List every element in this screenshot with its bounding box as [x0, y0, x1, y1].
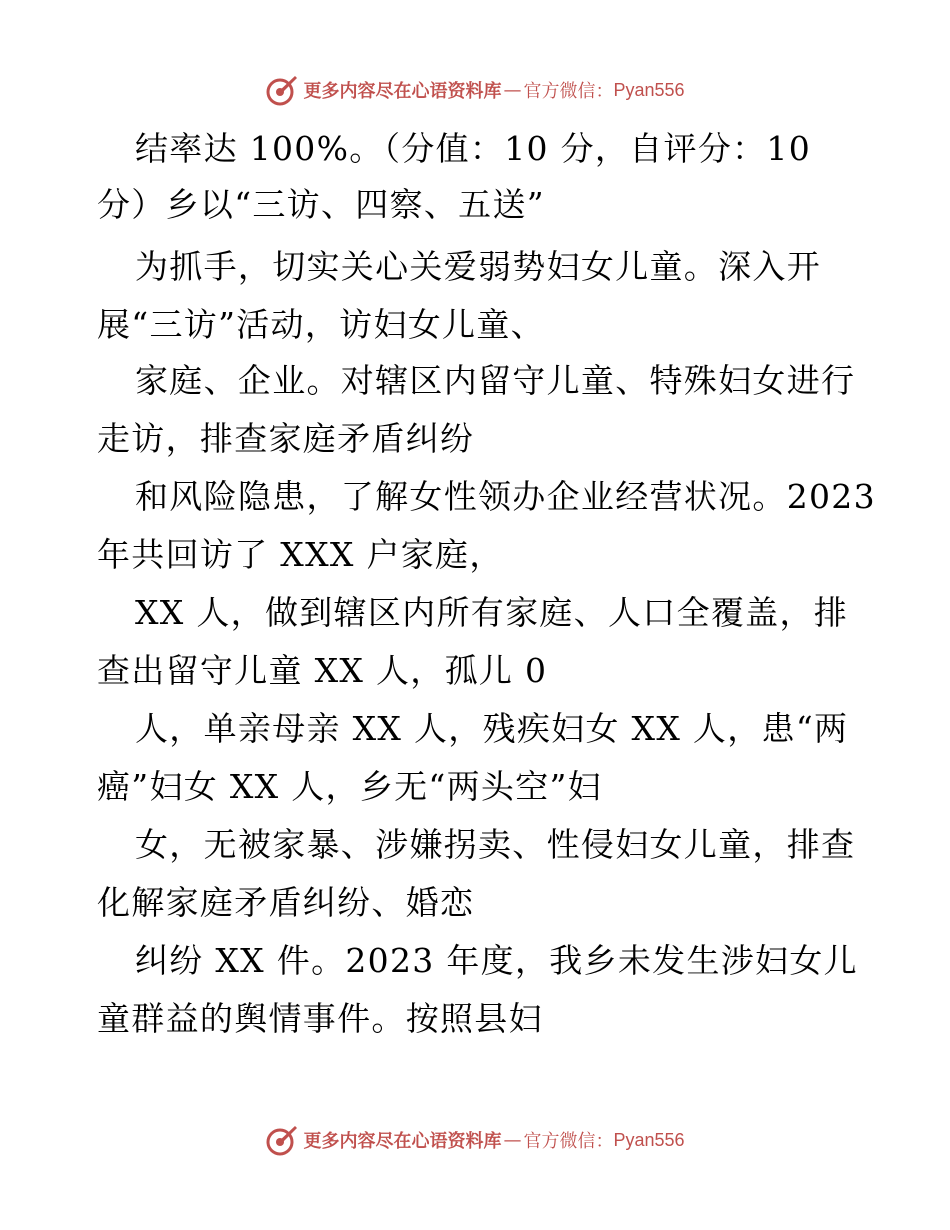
text-line: 展“三访”活动，访妇女儿童、	[97, 305, 545, 344]
text-line: 年共回访了 XXX 户家庭，	[97, 535, 504, 574]
text-line: 和风险隐患，了解女性领办企业经营状况。2023	[135, 477, 876, 516]
watermark-separator: —	[503, 1129, 522, 1151]
text-line: 家庭、企业。对辖区内留守儿童、特殊妇女进行	[135, 361, 856, 400]
watermark-contact-id: Pyan556	[613, 79, 685, 100]
quill-pen-logo-icon	[265, 1123, 299, 1157]
text-line: 女，无被家暴、涉嫌拐卖、性侵妇女儿童，排查	[135, 825, 856, 864]
watermark-contact-label: 官方微信：	[523, 81, 614, 102]
footer-watermark	[0, 1122, 950, 1158]
text-line: 人，单亲母亲 XX 人，残疾妇女 XX 人，患“两	[135, 709, 849, 748]
text-line: 为抓手，切实关心关爱弱势妇女儿童。深入开	[135, 247, 821, 286]
watermark-main-text: 更多内容尽在心语资料库	[303, 81, 502, 102]
watermark-contact-label: 官方微信：	[523, 1131, 614, 1152]
quill-pen-logo-icon	[265, 73, 299, 107]
text-line: 化解家庭矛盾纠纷、婚恋	[97, 883, 475, 922]
text-line: 走访，排查家庭矛盾纠纷	[97, 419, 475, 458]
watermark-contact-id: Pyan556	[613, 1129, 685, 1150]
text-line: 童群益的舆情事件。按照县妇	[97, 999, 543, 1038]
text-line: XX 人，做到辖区内所有家庭、人口全覆盖，排	[135, 593, 849, 632]
text-line: 结率达 100%。（分值：10 分，自评分：10	[135, 129, 812, 168]
text-line: 分）乡以“三访、四察、五送”	[97, 185, 545, 224]
text-line: 纠纷 XX 件。2023 年度，我乡未发生涉妇女儿	[135, 941, 858, 980]
text-line: 查出留守儿童 XX 人，孤儿 0	[97, 651, 548, 690]
watermark-main-text: 更多内容尽在心语资料库	[303, 1131, 502, 1152]
header-watermark	[0, 72, 950, 108]
text-line: 癌”妇女 XX 人，乡无“两头空”妇	[97, 767, 602, 806]
watermark-separator: —	[503, 79, 522, 101]
